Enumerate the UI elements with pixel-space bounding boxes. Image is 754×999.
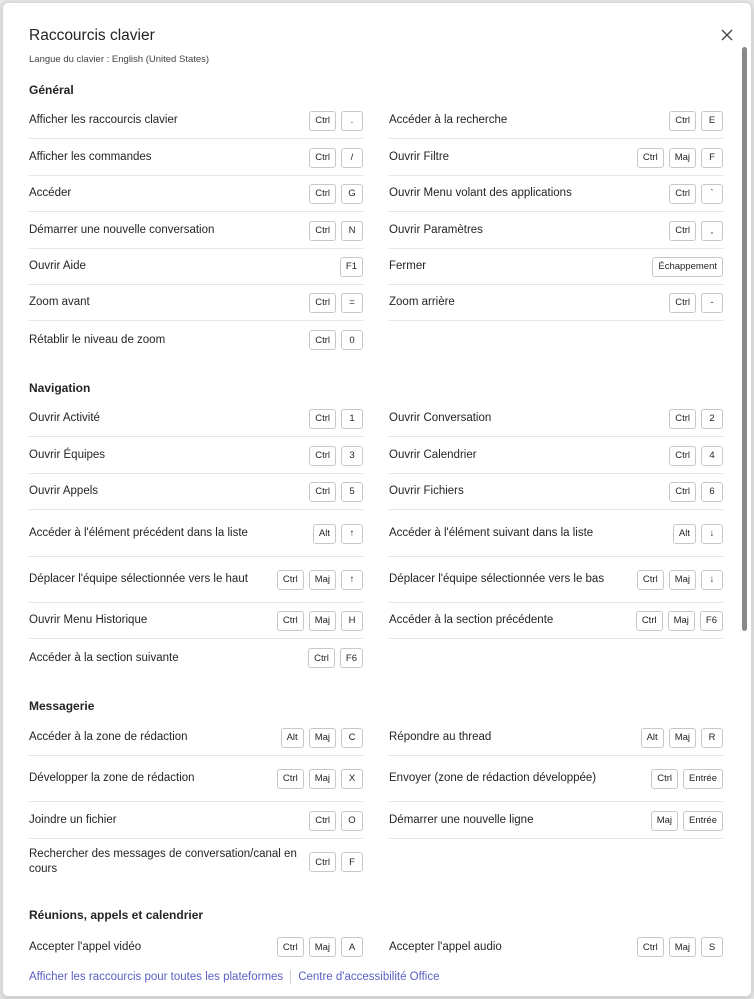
- key-ctrl: Ctrl: [669, 446, 696, 466]
- shortcut-keys: [309, 148, 363, 168]
- key-symbol: ↑: [341, 524, 363, 544]
- key-e: E: [701, 111, 723, 131]
- shortcut-row: [389, 285, 723, 321]
- key-alt: Alt: [313, 524, 336, 544]
- shortcut-keys: [277, 769, 363, 789]
- shortcut-row: [29, 103, 363, 139]
- shortcut-keys: [309, 111, 363, 131]
- key-maj: Maj: [669, 570, 696, 590]
- shortcut-row: [389, 213, 723, 249]
- key-ctrl: Ctrl: [651, 769, 678, 789]
- shortcut-row: [29, 140, 363, 176]
- shortcut-keys: [277, 611, 363, 631]
- key-maj: Maj: [651, 811, 678, 831]
- shortcut-label: Déplacer l'équipe sélectionnée vers le bas: [389, 573, 605, 585]
- key-entree: Entrée: [683, 769, 723, 789]
- key-ctrl: Ctrl: [277, 769, 304, 789]
- key-symbol: .: [341, 111, 363, 131]
- key-alt: Alt: [281, 728, 304, 748]
- shortcut-label: Ouvrir Paramètres: [389, 224, 483, 236]
- key-maj: Maj: [669, 148, 696, 168]
- shortcut-label: Rétablir le niveau de zoom: [29, 333, 166, 346]
- shortcut-label: Répondre au thread: [389, 731, 492, 743]
- shortcut-keys: [309, 221, 363, 241]
- key-maj: Maj: [309, 728, 336, 748]
- key-0: 0: [341, 330, 363, 350]
- shortcut-row: [389, 557, 723, 603]
- shortcut-row: [389, 249, 723, 285]
- key-ctrl: Ctrl: [277, 570, 304, 590]
- shortcut-row: [29, 557, 363, 603]
- key-6: 6: [701, 482, 723, 502]
- shortcut-keys: [669, 409, 723, 429]
- key-f6: F6: [340, 648, 363, 668]
- shortcut-keys: [669, 446, 723, 466]
- shortcut-keys: [340, 257, 363, 277]
- key-symbol: ↑: [341, 570, 363, 590]
- scrollbar-thumb[interactable]: [742, 47, 747, 631]
- key-alt: Alt: [673, 524, 696, 544]
- shortcut-label: Ouvrir Activité: [29, 412, 100, 424]
- shortcut-keys: [641, 728, 723, 748]
- key-2: 2: [701, 409, 723, 429]
- key-maj: Maj: [669, 937, 696, 957]
- key-ctrl: Ctrl: [309, 811, 336, 831]
- shortcut-row: [389, 603, 723, 639]
- key-symbol: -: [701, 293, 723, 313]
- key-echappement: Échappement: [652, 257, 723, 277]
- key-ctrl: Ctrl: [669, 221, 696, 241]
- key-ctrl: Ctrl: [309, 482, 336, 502]
- shortcut-label: Développer la zone de rédaction: [29, 772, 195, 784]
- key-1: 1: [341, 409, 363, 429]
- key-f: F: [701, 148, 723, 168]
- shortcut-keys: [636, 611, 723, 631]
- shortcut-label: Ouvrir Équipes: [29, 449, 106, 461]
- shortcut-row: [389, 103, 723, 139]
- key-ctrl: Ctrl: [309, 446, 336, 466]
- shortcut-row: [389, 474, 723, 510]
- shortcut-label: Accéder à la recherche: [389, 114, 508, 126]
- shortcut-label: Accéder à l'élément précédent dans la liste: [29, 527, 248, 539]
- shortcut-keys: [637, 570, 723, 590]
- shortcut-keys: [308, 648, 363, 668]
- key-ctrl: Ctrl: [309, 330, 336, 350]
- shortcut-row: [29, 640, 363, 676]
- section-title-navigation: Navigation: [29, 381, 91, 395]
- key-ctrl: Ctrl: [309, 148, 336, 168]
- key-ctrl: Ctrl: [309, 184, 336, 204]
- key-ctrl: Ctrl: [309, 409, 336, 429]
- key-entree: Entrée: [683, 811, 723, 831]
- key-ctrl: Ctrl: [309, 293, 336, 313]
- shortcut-keys: [277, 937, 363, 957]
- shortcut-keys: [277, 570, 363, 590]
- key-maj: Maj: [309, 570, 336, 590]
- shortcut-label: Ouvrir Filtre: [389, 151, 450, 163]
- key-symbol: ↓: [701, 570, 723, 590]
- key-4: 4: [701, 446, 723, 466]
- shortcut-keys: [637, 148, 723, 168]
- shortcut-label: Démarrer une nouvelle conversation: [29, 224, 215, 236]
- shortcut-label: Afficher les raccourcis clavier: [29, 114, 178, 126]
- key-maj: Maj: [669, 728, 696, 748]
- shortcut-label: Accéder à la section précédente: [389, 614, 554, 626]
- key-3: 3: [341, 446, 363, 466]
- shortcut-label: Ouvrir Aide: [29, 260, 86, 272]
- shortcut-label: Rechercher des messages de conversation/canal en cours: [29, 848, 297, 875]
- shortcut-row: [29, 839, 363, 885]
- key-g: G: [341, 184, 363, 204]
- shortcut-keys: [669, 482, 723, 502]
- key-ctrl: Ctrl: [308, 648, 335, 668]
- key-symbol: `: [701, 184, 723, 204]
- shortcut-row: [29, 511, 363, 557]
- shortcut-row: [389, 401, 723, 437]
- shortcut-keys: [281, 728, 363, 748]
- key-symbol: =: [341, 293, 363, 313]
- keyboard-shortcuts-dialog: [2, 2, 752, 997]
- key-ctrl: Ctrl: [669, 293, 696, 313]
- key-maj: Maj: [309, 611, 336, 631]
- key-ctrl: Ctrl: [669, 111, 696, 131]
- shortcut-label: Démarrer une nouvelle ligne: [389, 814, 534, 826]
- key-symbol: /: [341, 148, 363, 168]
- dialog-title: Raccourcis clavier: [29, 27, 155, 44]
- key-maj: Maj: [309, 937, 336, 957]
- key-n: N: [341, 221, 363, 241]
- shortcut-label: Fermer: [389, 260, 427, 272]
- shortcut-label: Ouvrir Menu Historique: [29, 614, 148, 626]
- shortcut-row: [29, 603, 363, 639]
- shortcut-row: [389, 756, 723, 802]
- office-accessibility-link[interactable]: Centre d'accessibilité Office: [298, 971, 440, 983]
- key-x: X: [341, 769, 363, 789]
- key-r: R: [701, 728, 723, 748]
- section-title-meetings: Réunions, appels et calendrier: [29, 908, 204, 922]
- key-ctrl: Ctrl: [309, 111, 336, 131]
- key-f1: F1: [340, 257, 363, 277]
- keyboard-language: Langue du clavier : English (United States): [29, 54, 210, 65]
- key-ctrl: Ctrl: [636, 611, 663, 631]
- shortcut-label: Ouvrir Menu volant des applications: [389, 187, 572, 199]
- show-all-platforms-link[interactable]: Afficher les raccourcis pour toutes les plateformes: [29, 971, 284, 983]
- shortcut-label: Zoom arrière: [389, 296, 455, 308]
- shortcut-keys: [309, 852, 363, 872]
- key-f: F: [341, 852, 363, 872]
- shortcut-keys: [669, 293, 723, 313]
- shortcut-keys: [651, 769, 723, 789]
- shortcut-label: Accéder à la section suivante: [29, 651, 179, 664]
- section-title-general: Général: [29, 83, 74, 97]
- shortcut-keys: [313, 524, 363, 544]
- key-ctrl: Ctrl: [309, 852, 336, 872]
- shortcut-row: [389, 511, 723, 557]
- shortcut-row: [29, 285, 363, 321]
- shortcut-label: Joindre un fichier: [29, 814, 117, 826]
- shortcut-label: Envoyer (zone de rédaction développée): [389, 772, 597, 784]
- key-ctrl: Ctrl: [277, 937, 304, 957]
- shortcut-row: [29, 720, 363, 756]
- shortcut-keys: [673, 524, 723, 544]
- shortcut-keys: [309, 293, 363, 313]
- key-ctrl: Ctrl: [309, 221, 336, 241]
- shortcut-row: [29, 401, 363, 437]
- key-ctrl: Ctrl: [277, 611, 304, 631]
- shortcut-label: Ouvrir Fichiers: [389, 485, 464, 497]
- key-symbol: ,: [701, 221, 723, 241]
- key-ctrl: Ctrl: [669, 184, 696, 204]
- shortcut-keys: [651, 811, 723, 831]
- key-ctrl: Ctrl: [669, 482, 696, 502]
- shortcut-row: [29, 322, 363, 358]
- shortcut-row: [29, 803, 363, 839]
- close-icon[interactable]: [719, 27, 735, 43]
- shortcut-keys: [309, 446, 363, 466]
- shortcut-keys: [309, 330, 363, 350]
- shortcut-row: [29, 474, 363, 510]
- shortcut-keys: [309, 482, 363, 502]
- key-f6: F6: [700, 611, 723, 631]
- section-title-messaging: Messagerie: [29, 699, 95, 713]
- shortcut-row: [389, 176, 723, 212]
- key-s: S: [701, 937, 723, 957]
- shortcut-label: Ouvrir Conversation: [389, 412, 492, 424]
- shortcut-label: Accéder à la zone de rédaction: [29, 731, 188, 743]
- footer-links: [29, 970, 440, 984]
- shortcut-row: [389, 720, 723, 756]
- key-maj: Maj: [309, 769, 336, 789]
- key-ctrl: Ctrl: [637, 148, 664, 168]
- shortcut-label: Zoom avant: [29, 296, 90, 308]
- key-c: C: [341, 728, 363, 748]
- key-ctrl: Ctrl: [637, 570, 664, 590]
- shortcut-keys: [669, 184, 723, 204]
- key-ctrl: Ctrl: [669, 409, 696, 429]
- shortcut-label: Ouvrir Appels: [29, 485, 99, 497]
- shortcut-label: Afficher les commandes: [29, 151, 152, 163]
- shortcut-row: [389, 438, 723, 474]
- shortcut-label: Accepter l'appel audio: [389, 940, 502, 953]
- key-h: H: [341, 611, 363, 631]
- shortcut-row: [389, 140, 723, 176]
- shortcut-keys: [669, 221, 723, 241]
- shortcut-keys: [309, 409, 363, 429]
- shortcut-row: [29, 438, 363, 474]
- shortcut-label: Déplacer l'équipe sélectionnée vers le haut: [29, 573, 248, 585]
- shortcut-label: Accéder: [29, 187, 72, 199]
- shortcut-keys: [652, 257, 723, 277]
- shortcut-label: Ouvrir Calendrier: [389, 449, 477, 461]
- shortcut-keys: [309, 184, 363, 204]
- shortcut-label: Accepter l'appel vidéo: [29, 940, 142, 953]
- shortcut-row: [29, 249, 363, 285]
- key-a: A: [341, 937, 363, 957]
- shortcut-label: Accéder à l'élément suivant dans la liste: [389, 527, 594, 539]
- shortcut-row: [29, 176, 363, 212]
- key-o: O: [341, 811, 363, 831]
- key-alt: Alt: [641, 728, 664, 748]
- shortcut-row: [389, 803, 723, 839]
- shortcut-keys: [309, 811, 363, 831]
- key-ctrl: Ctrl: [637, 937, 664, 957]
- footer-divider: [290, 970, 291, 984]
- shortcut-keys: [669, 111, 723, 131]
- key-5: 5: [341, 482, 363, 502]
- key-maj: Maj: [668, 611, 695, 631]
- shortcut-keys: [637, 937, 723, 957]
- key-symbol: ↓: [701, 524, 723, 544]
- shortcut-row: [29, 756, 363, 802]
- shortcut-row: [29, 213, 363, 249]
